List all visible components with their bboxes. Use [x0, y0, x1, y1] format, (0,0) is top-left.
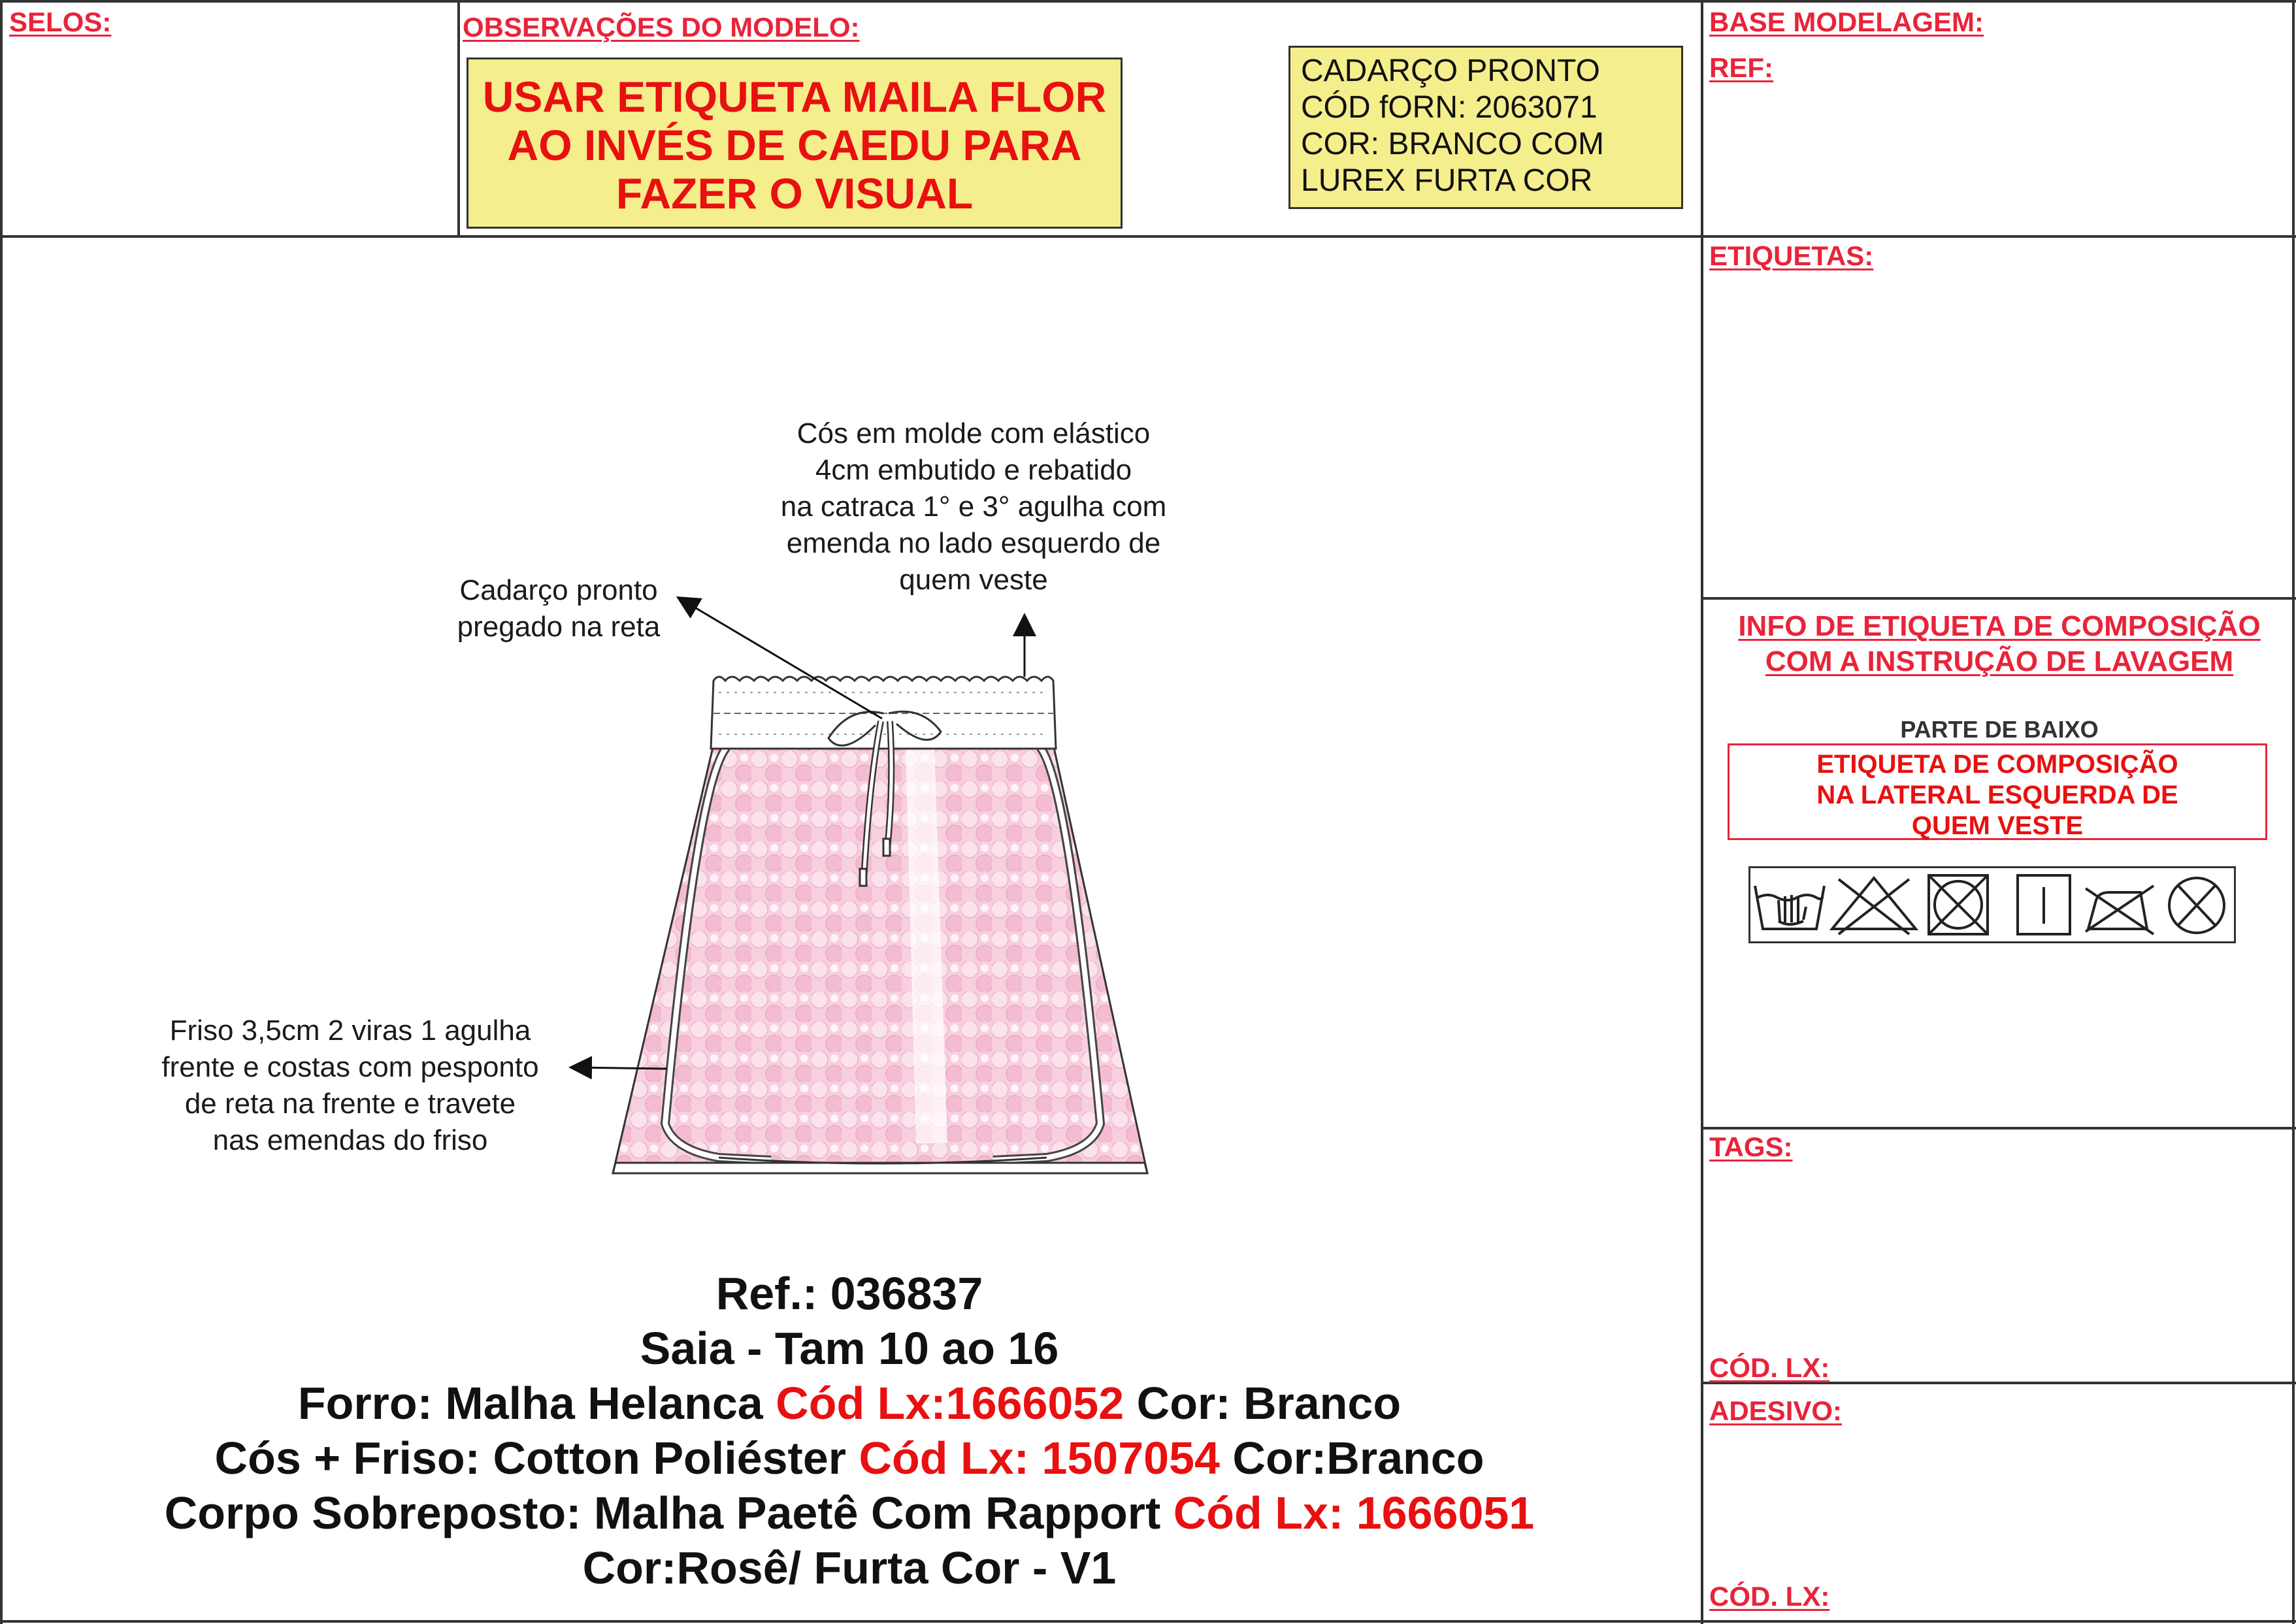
adesivo-cod-label: CÓD. LX: — [1709, 1581, 1830, 1612]
corpo-code: Cód Lx: 1666051 — [1173, 1487, 1535, 1538]
sidebar-sep-3 — [1701, 1127, 2296, 1129]
observacao-line: AO INVÉS DE CAEDU PARA — [507, 121, 1082, 169]
adesivo-label: ADESIVO: — [1709, 1395, 1843, 1426]
sidebar-divider — [1701, 0, 1703, 1624]
spec-forro — [0, 1376, 1699, 1431]
corpo-text: Corpo Sobreposto: Malha Paetê Com Rapport — [164, 1487, 1173, 1538]
spec-corpo — [0, 1486, 1699, 1540]
spec-ref: Ref.: 036837 — [715, 1268, 983, 1319]
cadarco-line: COR: BRANCO COM — [1301, 127, 1605, 161]
care-symbols — [1748, 866, 2236, 943]
composicao-line: ETIQUETA DE COMPOSIÇÃO — [1816, 750, 2178, 779]
annotation-line: pregado na reta — [457, 611, 661, 643]
cos-text: Cós + Friso: Cotton Poliéster — [214, 1433, 859, 1484]
annotation-line: quem veste — [899, 564, 1048, 596]
tags-label: TAGS: — [1709, 1131, 1793, 1162]
composicao-line: QUEM VESTE — [1911, 811, 2084, 840]
selos-label: SELOS: — [9, 7, 112, 37]
spec-product: Saia - Tam 10 ao 16 — [640, 1323, 1059, 1374]
cadarco-line: CADARÇO PRONTO — [1301, 54, 1600, 88]
composicao-line: NA LATERAL ESQUERDA DE — [1816, 781, 2178, 809]
annotation-line: Friso 3,5cm 2 viras 1 agulha — [169, 1015, 531, 1047]
skirt-body — [613, 745, 1147, 1173]
forro-code: Cód Lx:1666052 — [776, 1378, 1124, 1429]
annotation-line: Cós em molde com elástico — [796, 417, 1151, 449]
annotation-line: na catraca 1° e 3° agulha com — [780, 491, 1167, 523]
annotation-line: de reta na frente e travete — [184, 1088, 516, 1120]
spec-block — [0, 1266, 1699, 1595]
observacao-line: USAR ETIQUETA MAILA FLOR — [482, 73, 1107, 121]
annotation-line: frente e costas com pesponto — [161, 1051, 539, 1083]
frame-right — [2292, 0, 2295, 1624]
annotation-line: 4cm embutido e rebatido — [815, 454, 1132, 486]
composicao-box — [1728, 743, 2267, 840]
observacao-line: FAZER O VISUAL — [615, 169, 974, 218]
info-title-line: COM A INSTRUÇÃO DE LAVAGEM — [1765, 645, 2234, 677]
spec-cor: Cor:Rosê/ Furta Cor - V1 — [582, 1542, 1117, 1593]
observacoes-label: OBSERVAÇÕES DO MODELO: — [463, 12, 860, 42]
base-modelagem-label: BASE MODELAGEM: — [1709, 7, 1984, 37]
etiquetas-label: ETIQUETAS: — [1709, 240, 1874, 271]
info-title-line: INFO DE ETIQUETA DE COMPOSIÇÃO — [1738, 610, 2261, 642]
annotation-line: Cadarço pronto — [459, 574, 658, 606]
spec-cos — [0, 1431, 1699, 1486]
tags-cod-label: CÓD. LX: — [1709, 1352, 1830, 1383]
sidebar-sep-1 — [1701, 235, 2296, 238]
frame-bottom — [0, 1620, 2296, 1623]
sidebar-sep-2 — [1701, 597, 2296, 600]
cadarco-line: LUREX FURTA COR — [1301, 163, 1593, 198]
cos-code: Cód Lx: 1507054 — [859, 1433, 1220, 1484]
forro-text: Forro: Malha Helanca — [297, 1378, 776, 1429]
forro-color: Cor: Branco — [1124, 1378, 1402, 1429]
cadarco-line: CÓD fORN: 2063071 — [1301, 90, 1598, 125]
ref-label: REF: — [1709, 52, 1773, 83]
info-title — [1703, 609, 2296, 679]
cos-color: Cor:Branco — [1219, 1433, 1484, 1484]
annotation-line: nas emendas do friso — [212, 1124, 488, 1156]
parte-label: PARTE DE BAIXO — [1900, 716, 2099, 743]
annotation-line: emenda no lado esquerdo de — [786, 527, 1161, 559]
